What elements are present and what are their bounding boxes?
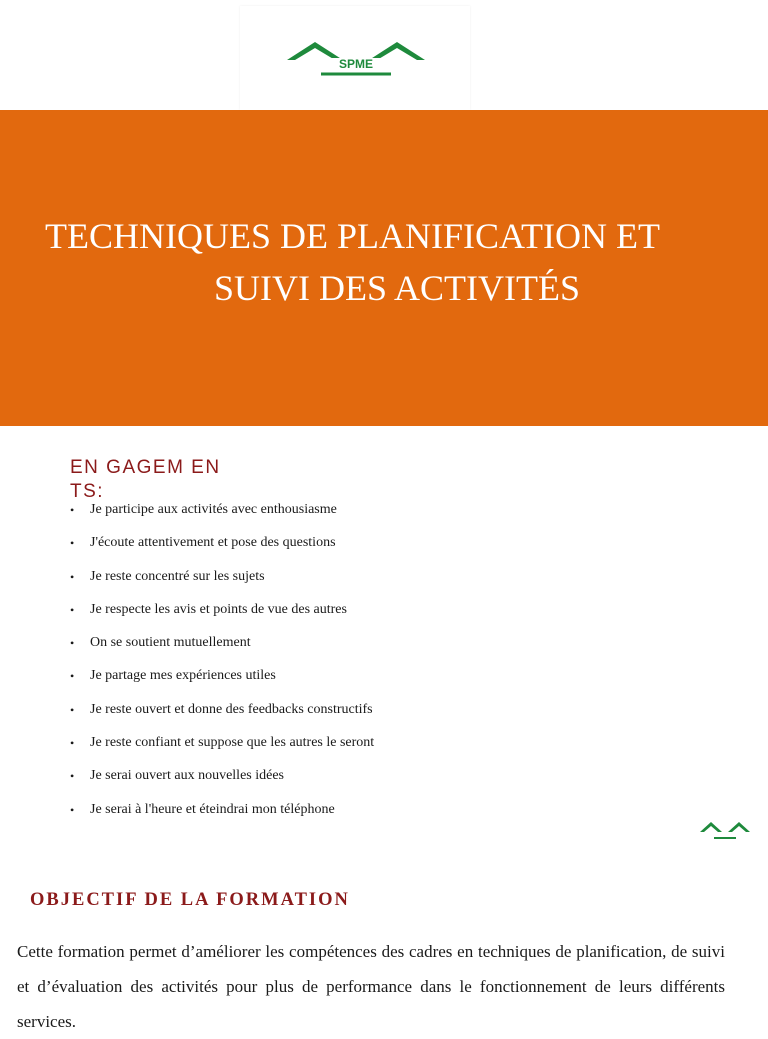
- list-item: • Je reste concentré sur les sujets: [70, 567, 374, 600]
- title-banner: [0, 110, 768, 426]
- title-line-1: TECHNIQUES DE PLANIFICATION ET: [45, 216, 660, 256]
- bullet-icon: •: [70, 536, 75, 551]
- title-line-2: SUIVI DES ACTIVITÉS: [214, 268, 580, 308]
- objective-heading: OBJECTIF DE LA FORMATION: [30, 890, 350, 910]
- list-item: • Je participe aux activités avec enthousiasme: [70, 500, 374, 533]
- bullet-icon: •: [70, 702, 75, 717]
- bullet-icon: •: [70, 503, 75, 517]
- list-item: • Je serai à l'heure et éteindrai mon téléphone: [70, 800, 374, 833]
- bullet-icon: •: [70, 669, 75, 684]
- list-item: • Je partage mes expériences utiles: [70, 666, 374, 699]
- spme-small-logo: [698, 818, 752, 848]
- bullet-icon: •: [70, 602, 75, 617]
- list-item: • Je reste ouvert et donne des feedbacks constructifs: [70, 700, 374, 733]
- bullet-icon: •: [70, 736, 75, 751]
- list-item: • J'écoute attentivement et pose des questions: [70, 533, 374, 566]
- bullet-icon: •: [70, 569, 75, 584]
- engagements-heading: EN GAGEM EN TS:: [70, 457, 221, 502]
- bullet-icon: •: [70, 769, 75, 784]
- spme-logo: [285, 38, 427, 80]
- engagements-list: [70, 500, 374, 833]
- list-item: • Je reste confiant et suppose que les autres le seront: [70, 733, 374, 766]
- list-item: • On se soutient mutuellement: [70, 633, 374, 666]
- list-item: • Je respecte les avis et points de vue des autres: [70, 600, 374, 633]
- bullet-icon: •: [70, 802, 75, 817]
- bullet-icon: •: [70, 636, 75, 651]
- objective-text: Cette formation permet d’améliorer les compétences des cadres en techniques de planification, de suivi et d’évaluation des activités pour plus de performance dans le fonctionnement de leurs différents services.: [17, 942, 725, 1031]
- logo-text: SPME: [338, 57, 374, 71]
- list-item: • Je serai ouvert aux nouvelles idées: [70, 766, 374, 799]
- logo-header: [240, 6, 470, 110]
